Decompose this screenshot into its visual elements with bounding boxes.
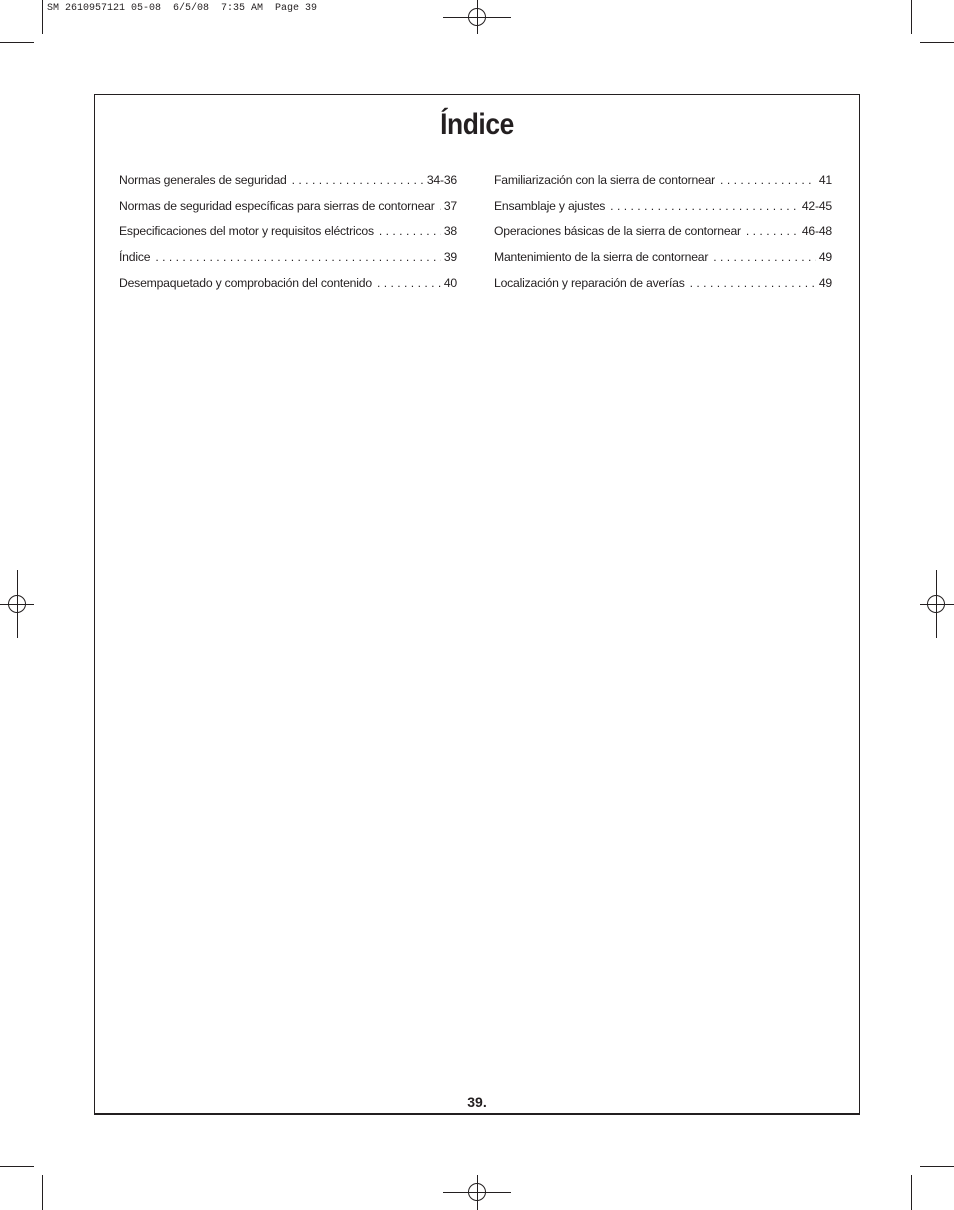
registration-circle bbox=[927, 595, 945, 613]
toc-entry bbox=[119, 274, 457, 300]
toc-leader-dots bbox=[690, 274, 816, 292]
toc-entry-label: Localización y reparación de averías bbox=[494, 275, 685, 290]
toc-entry-page: 34-36 bbox=[426, 173, 457, 187]
page-number: 39. bbox=[467, 1094, 487, 1110]
toc-entry-page: 38 bbox=[443, 224, 457, 239]
toc-entry-label: Desempaquetado y comprobación del contenido bbox=[119, 275, 372, 290]
crop-mark bbox=[920, 42, 954, 43]
registration-circle bbox=[468, 1183, 486, 1201]
toc-leader-dots bbox=[746, 222, 799, 240]
toc-entry bbox=[119, 248, 457, 274]
toc-entry-page: 41 bbox=[818, 173, 832, 187]
crop-mark bbox=[42, 1175, 43, 1210]
toc-leader-dots bbox=[155, 248, 441, 266]
toc-entry-page: 49 bbox=[818, 250, 832, 265]
toc-entry bbox=[494, 248, 832, 274]
registration-circle bbox=[8, 595, 26, 613]
toc-entry-label: Especificaciones del motor y requisitos eléctricos bbox=[119, 224, 374, 239]
toc-column-right bbox=[494, 171, 832, 299]
registration-circle bbox=[468, 8, 486, 26]
toc-entry bbox=[119, 197, 457, 223]
toc-entry-page: 39 bbox=[443, 250, 457, 265]
toc-column-left bbox=[119, 171, 457, 299]
toc-leader-dots bbox=[379, 222, 441, 240]
toc-entry-label: Mantenimiento de la sierra de contornear bbox=[494, 250, 709, 265]
toc-entry-label: Familiarización con la sierra de contornear bbox=[494, 173, 716, 187]
print-slug-line: SM 2610957121 05-08 6/5/08 7:35 AM Page 39 bbox=[47, 3, 318, 14]
toc-entry-page: 49 bbox=[818, 275, 832, 290]
toc-entry-label: Normas de seguridad específicas para sierras de contornear bbox=[119, 198, 435, 213]
toc-entry bbox=[119, 222, 457, 248]
toc-leader-dots bbox=[292, 171, 424, 189]
toc-leader-dots bbox=[713, 248, 816, 266]
crop-mark bbox=[0, 42, 34, 43]
toc-entry bbox=[494, 171, 832, 197]
toc-entry-page: 37 bbox=[443, 198, 457, 213]
crop-mark bbox=[911, 0, 912, 34]
toc-leader-dots bbox=[610, 197, 799, 215]
crop-mark bbox=[911, 1175, 912, 1210]
toc-entry bbox=[494, 222, 832, 248]
toc-entry-label: Operaciones básicas de la sierra de contornear bbox=[494, 224, 741, 239]
toc-entry bbox=[494, 274, 832, 300]
toc-entry bbox=[494, 197, 832, 223]
toc-leader-dots bbox=[720, 171, 816, 189]
crop-mark bbox=[42, 0, 43, 34]
crop-mark bbox=[920, 1166, 954, 1167]
toc-entry-label: Normas generales de seguridad bbox=[119, 173, 287, 187]
toc-entry-label: Ensamblaje y ajustes bbox=[494, 198, 606, 213]
toc-entry-page: 42-45 bbox=[801, 198, 832, 213]
toc-entry-page: 40 bbox=[443, 275, 457, 290]
toc-entry-page: 46-48 bbox=[801, 224, 832, 239]
page-title: Índice bbox=[440, 108, 514, 141]
toc-entry bbox=[119, 171, 457, 197]
crop-mark bbox=[0, 1166, 34, 1167]
toc-entry-label: Índice bbox=[119, 250, 151, 265]
toc-leader-dots bbox=[440, 197, 441, 215]
toc-leader-dots bbox=[377, 274, 441, 292]
